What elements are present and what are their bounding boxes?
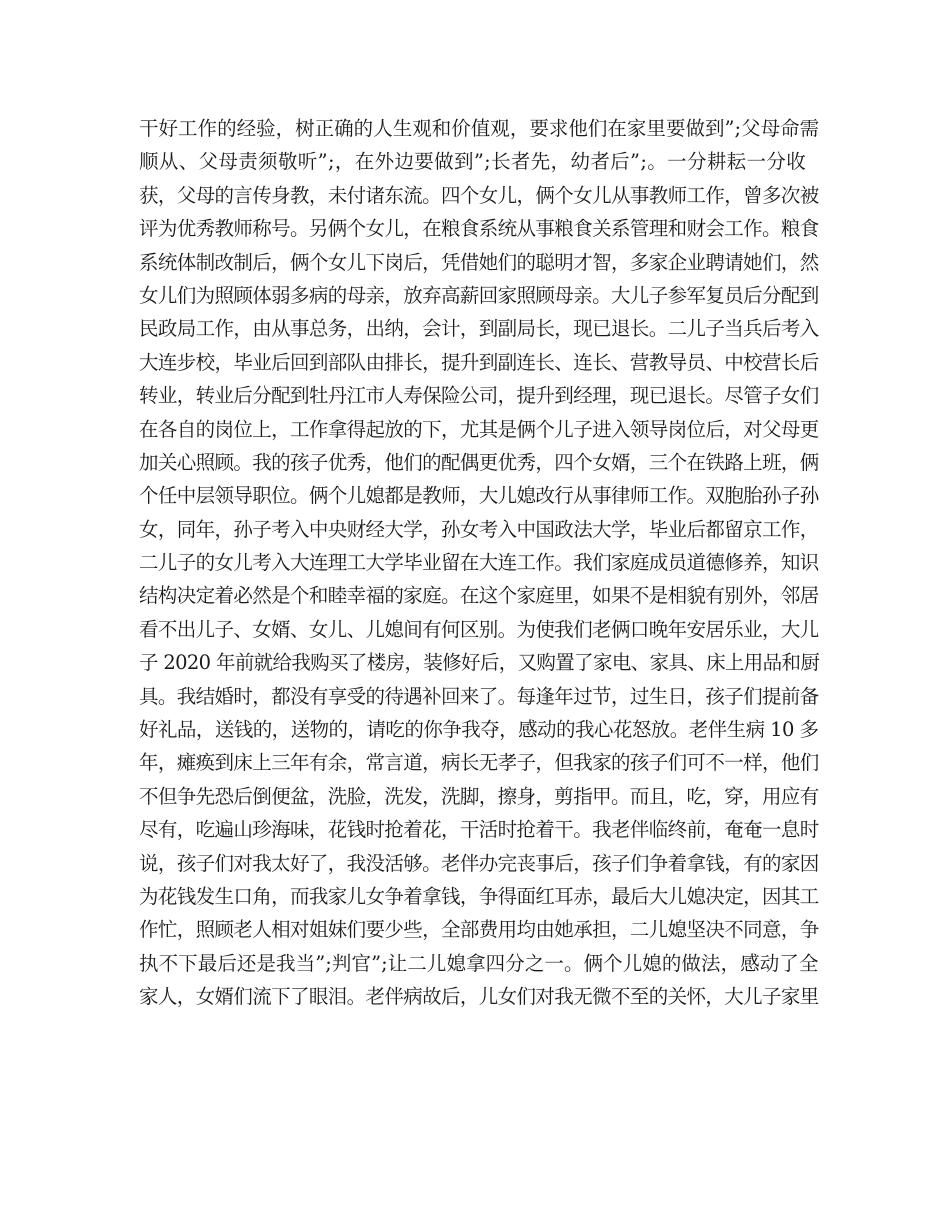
text-line: 干好工作的经验，树正确的人生观和价值观，要求他们在家里要做到”;父母命需	[139, 117, 820, 140]
text-line: 获，父母的言传身教，未付诸东流。四个女儿，俩个女儿从事教师工作，曾多次被	[139, 183, 819, 207]
text-line: 不但争先恐后倒便盆，洗脸，洗发，洗脚，擦身，剪指甲。而且，吃，穿，用应有	[139, 784, 819, 808]
text-line: 大连步校，毕业后回到部队由排长，提升到副连长、连长、营教导员、中校营长后	[139, 350, 819, 374]
text-line: 尽有，吃遍山珍海味，花钱时抢着花，干活时抢着干。我老伴临终前，奄奄一息时	[139, 818, 819, 842]
text-line: 加关心照顾。我的孩子优秀，他们的配偶更优秀，四个女婿，三个在铁路上班，俩	[139, 450, 819, 474]
text-line: 具。我结婚时，都没有享受的待遇补回来了。每逢年过节，过生日，孩子们提前备	[139, 684, 819, 708]
text-line: 作忙，照顾老人相对姐妹们要少些，全部费用均由她承担，二儿媳坚决不同意，争	[139, 918, 819, 942]
text-line: 子 2020 年前就给我购买了楼房，装修好后，又购置了家电、家具、床上用品和厨	[139, 651, 820, 675]
text-line: 为花钱发生口角，而我家儿女争着拿钱，争得面红耳赤，最后大儿媳决定，因其工	[139, 884, 819, 908]
text-line: 二儿子的女儿考入大连理工大学毕业留在大连工作。我们家庭成员道德修养，知识	[139, 551, 819, 575]
text-line: 系统体制改制后，俩个女儿下岗后，凭借她们的聪明才智，多家企业聘请她们，然	[139, 250, 819, 274]
text-line: 看不出儿子、女婿、女儿、儿媳间有何区别。为使我们老俩口晚年安居乐业，大儿	[139, 617, 819, 641]
text-line: 个任中层领导职位。俩个儿媳都是教师，大儿媳改行从事律师工作。双胞胎孙子孙	[139, 484, 819, 508]
text-line: 结构决定着必然是个和睦幸福的家庭。在这个家庭里，如果不是相貌有别外，邻居	[139, 584, 819, 608]
text-line: 年，瘫痪到床上三年有余，常言道，病长无孝子，但我家的孩子们可不一样，他们	[139, 751, 819, 775]
text-line: 女，同年，孙子考入中央财经大学，孙女考入中国政法大学，毕业后都留京工作，	[139, 517, 819, 541]
text-line: 说，孩子们对我太好了，我没活够。老伴办完丧事后，孩子们争着拿钱，有的家因	[139, 851, 819, 875]
text-line: 好礼品，送钱的，送物的，请吃的你争我夺，感动的我心花怒放。老伴生病 10 多	[139, 718, 819, 742]
text-line: 家人，女婿们流下了眼泪。老伴病故后，儿女们对我无微不至的关怀，大儿子家里	[139, 985, 819, 1009]
text-line: 顺从、父母责须敬听”;，在外边要做到”;长者先，幼者后”;。一分耕耘一分收	[139, 150, 807, 174]
text-line: 评为优秀教师称号。另俩个女儿，在粮食系统从事粮食关系管理和财会工作。粮食	[139, 217, 819, 241]
body-text	[139, 112, 819, 1014]
text-line: 民政局工作，由从事总务，出纳，会计，到副局长，现已退长。二儿子当兵后考入	[139, 317, 819, 341]
text-line: 女儿们为照顾体弱多病的母亲，放弃高薪回家照顾母亲。大儿子参军复员后分配到	[139, 283, 819, 307]
text-line: 转业，转业后分配到牡丹江市人寿保险公司，提升到经理，现已退长。尽管子女们	[139, 384, 819, 408]
text-line: 在各自的岗位上，工作拿得起放的下，尤其是俩个儿子进入领导岗位后，对父母更	[139, 417, 819, 441]
text-line: 执不下最后还是我当”;判官”;让二儿媳拿四分之一。俩个儿媳的做法，感动了全	[139, 951, 819, 975]
